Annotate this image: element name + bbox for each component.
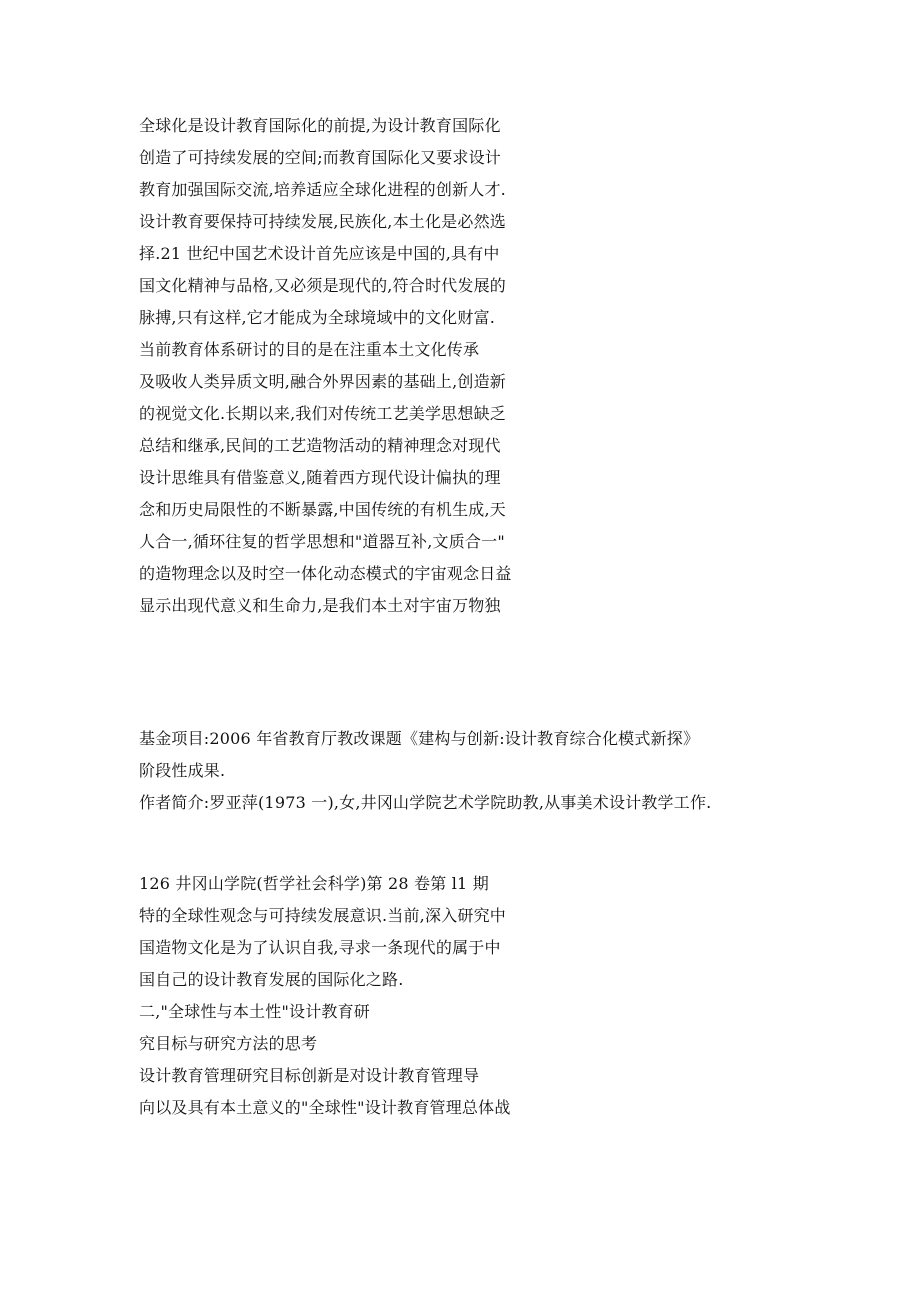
text-line: 设计教育要保持可持续发展,民族化,本土化是必然选 xyxy=(139,212,506,231)
text-line: 的造物理念以及时空一体化动态模式的宇宙观念日益 xyxy=(139,564,512,583)
section-heading-line: 究目标与研究方法的思考 xyxy=(139,1034,318,1053)
journal-header-line: 126 井冈山学院(哲学社会科学)第 28 卷第 l1 期 xyxy=(139,874,489,893)
text-line: 全球化是设计教育国际化的前提,为设计教育国际化 xyxy=(139,116,501,135)
text-line: 的视觉文化.长期以来,我们对传统工艺美学思想缺乏 xyxy=(139,404,506,423)
text-line: 设计教育管理研究目标创新是对设计教育管理导 xyxy=(139,1066,480,1085)
text-line: 当前教育体系研讨的目的是在注重本土文化传承 xyxy=(139,340,480,359)
text-line: 设计思维具有借鉴意义,随着西方现代设计偏执的理 xyxy=(139,468,501,487)
text-line: 及吸收人类异质文明,融合外界因素的基础上,创造新 xyxy=(139,372,506,391)
footnote-fund: 基金项目:2006 年省教育厅教改课题《建构与创新:设计教育综合化模式新探》 xyxy=(139,729,700,748)
footnote-author: 作者简介:罗亚萍(1973 一),女,井冈山学院艺术学院助教,从事美术设计教学工作. xyxy=(139,793,712,812)
text-line: 人合一,循环往复的哲学思想和"道器互补,文质合一" xyxy=(139,532,505,551)
text-line: 教育加强国际交流,培养适应全球化进程的创新人才. xyxy=(139,180,506,199)
section-heading-line: 二,"全球性与本土性"设计教育研 xyxy=(139,1002,371,1021)
body-text-block-2 xyxy=(139,873,859,1129)
footnote-fund-continued: 阶段性成果. xyxy=(139,761,226,780)
text-line: 脉搏,只有这样,它才能成为全球境域中的文化财富. xyxy=(139,308,496,327)
footnote-block xyxy=(139,728,859,824)
text-line: 总结和继承,民间的工艺造物活动的精神理念对现代 xyxy=(139,436,501,455)
text-line: 显示出现代意义和生命力,是我们本土对宇宙万物独 xyxy=(139,596,501,615)
body-text-block-1 xyxy=(139,115,859,627)
text-line: 念和历史局限性的不断暴露,中国传统的有机生成,天 xyxy=(139,500,506,519)
text-line: 向以及具有本土意义的"全球性"设计教育管理总体战 xyxy=(139,1098,511,1117)
text-line: 国文化精神与品格,又必须是现代的,符合时代发展的 xyxy=(139,276,506,295)
text-line: 国自己的设计教育发展的国际化之路. xyxy=(139,970,404,989)
text-line: 创造了可持续发展的空间;而教育国际化又要求设计 xyxy=(139,148,501,167)
text-line: 特的全球性观念与可持续发展意识.当前,深入研究中 xyxy=(139,906,506,925)
text-line: 择.21 世纪中国艺术设计首先应该是中国的,具有中 xyxy=(139,244,500,263)
text-line: 国造物文化是为了认识自我,寻求一条现代的属于中 xyxy=(139,938,501,957)
